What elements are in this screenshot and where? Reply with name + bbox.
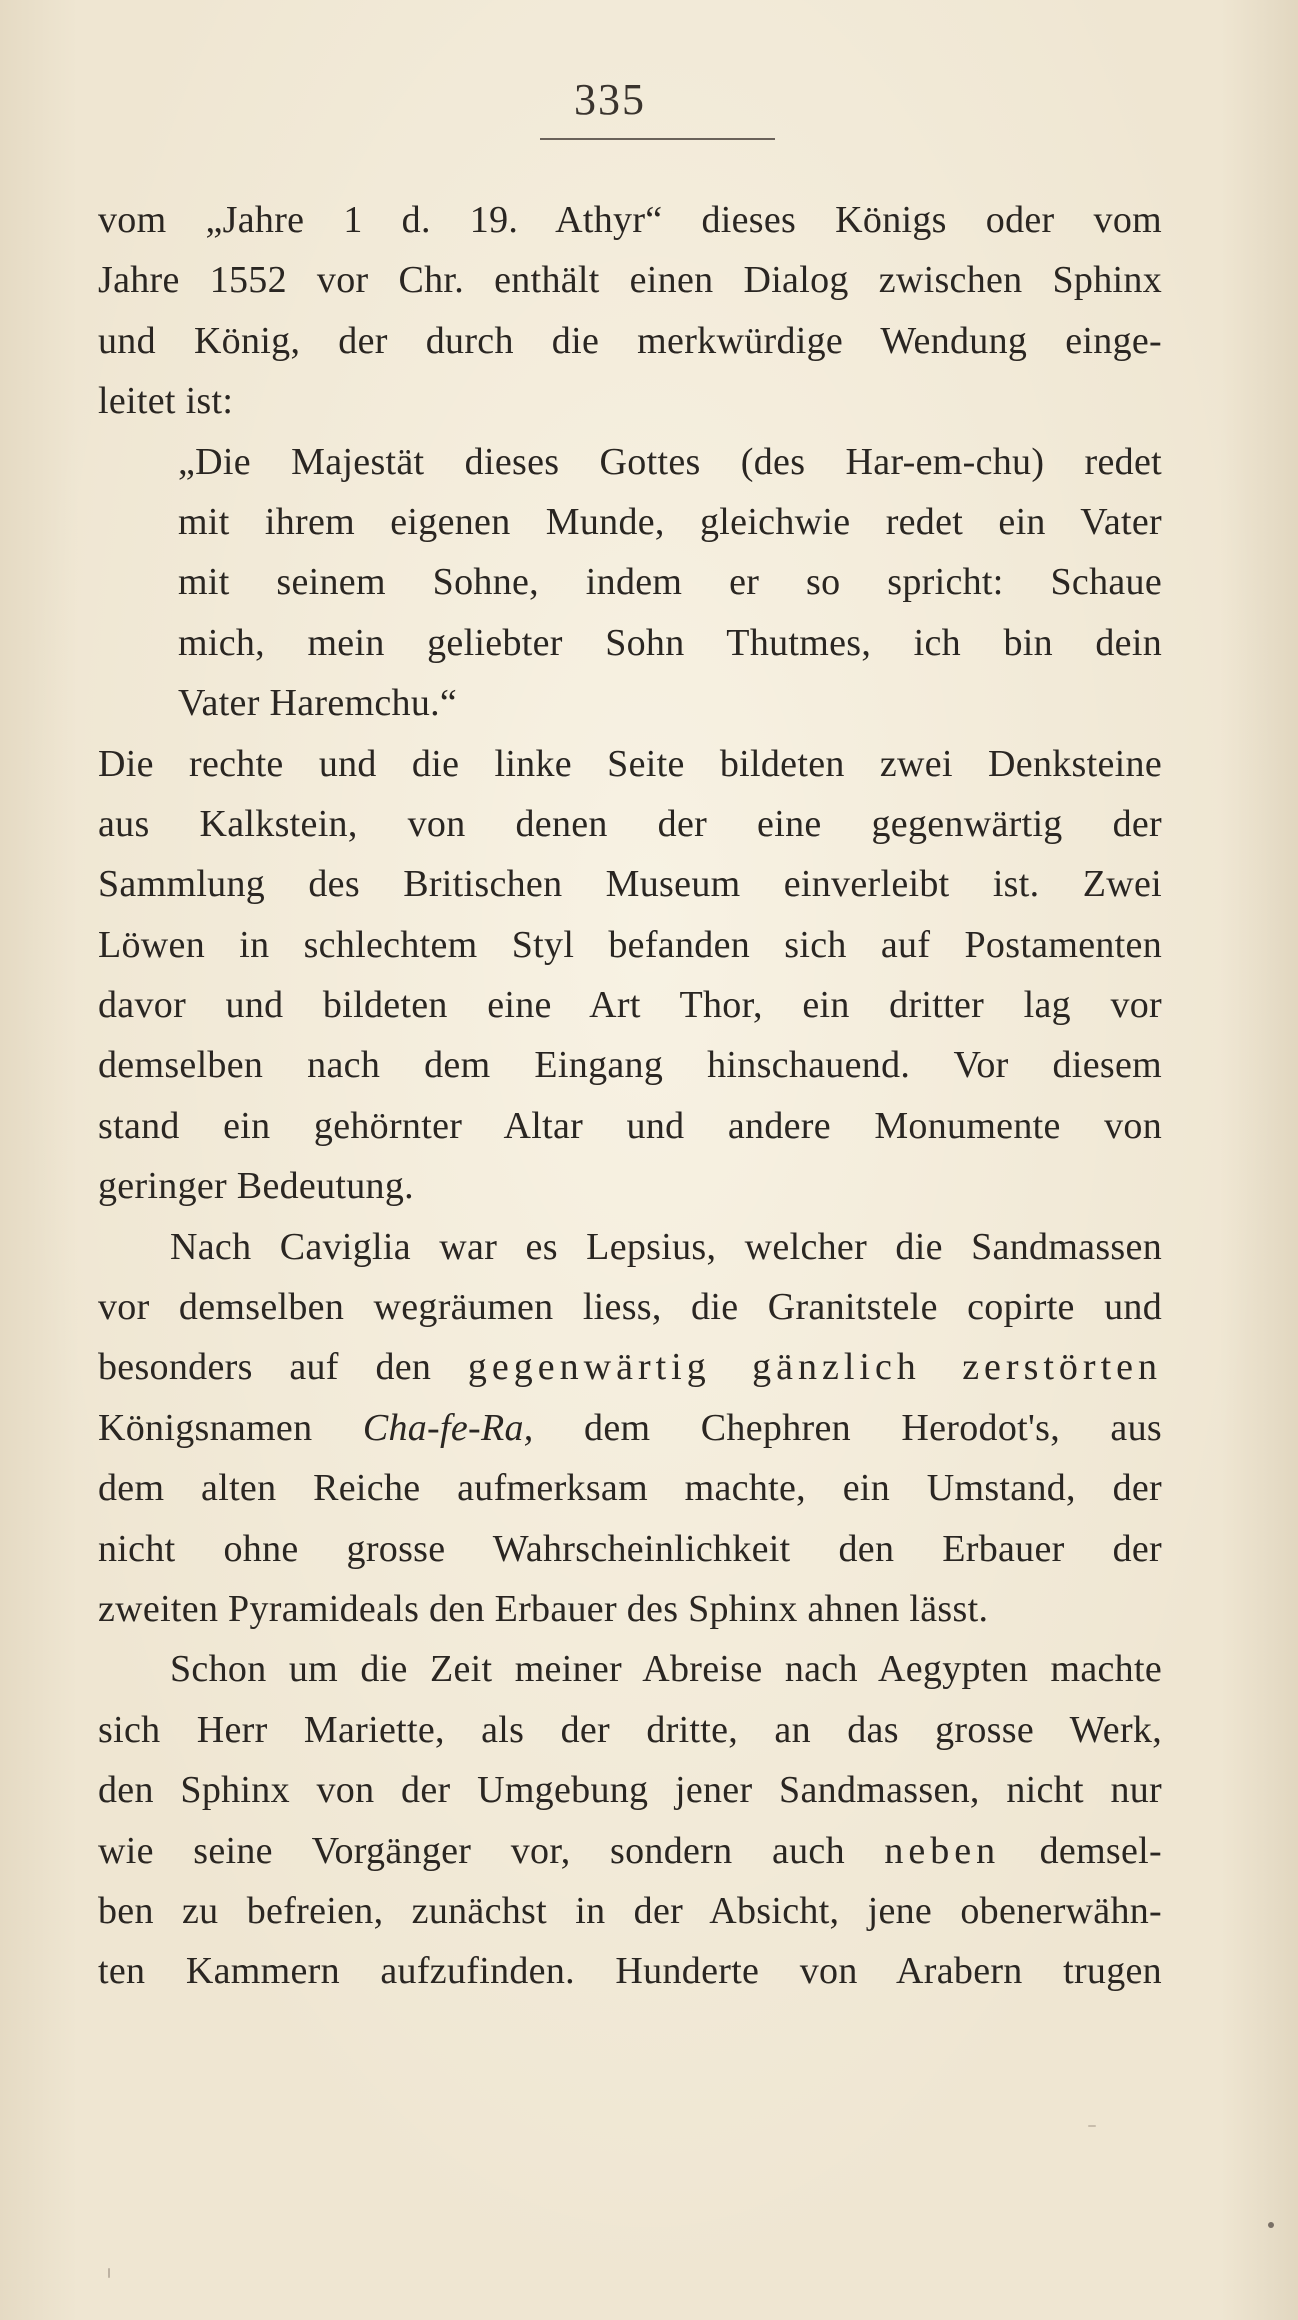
line-segment: demsel- bbox=[1000, 1829, 1162, 1872]
text-line: ten Kammern aufzufinden. Hunderte von Arabern trugen bbox=[98, 1950, 1162, 1993]
text-line: davor und bildeten eine Art Thor, ein dritter lag vor bbox=[98, 984, 1162, 1027]
text-line-emphasis bbox=[98, 1821, 1162, 1881]
quote-line: mit ihrem eigenen Munde, gleichwie redet ein Vater bbox=[178, 500, 1162, 543]
text-line: stand ein gehörnter Altar und andere Monumente von bbox=[98, 1104, 1162, 1147]
text-line: leitet ist: bbox=[98, 380, 234, 423]
header-rule bbox=[540, 138, 775, 140]
spaced-emphasis: gegenwärtig gänzlich zerstörten bbox=[467, 1346, 1162, 1389]
text-line: geringer Bedeutung. bbox=[98, 1165, 414, 1208]
text-line: ben zu befreien, zunächst in der Absicht, jene obenerwähn- bbox=[98, 1889, 1162, 1932]
body-text bbox=[98, 190, 1162, 2002]
text-line-emphasis bbox=[98, 1337, 1162, 1397]
text-line: sich Herr Mariette, als der dritte, an das grosse Werk, bbox=[98, 1708, 1162, 1751]
line-segment: dem Chephren Herodot's, aus bbox=[533, 1406, 1162, 1449]
quote-line: Vater Haremchu.“ bbox=[178, 682, 458, 725]
spaced-emphasis: neben bbox=[884, 1829, 1001, 1872]
paragraph-start-line: Schon um die Zeit meiner Abreise nach Aegypten machte bbox=[170, 1648, 1162, 1691]
text-line: dem alten Reiche aufmerksam machte, ein Umstand, der bbox=[98, 1467, 1162, 1510]
paper-speck bbox=[108, 2268, 110, 2278]
text-line: Jahre 1552 vor Chr. enthält einen Dialog zwischen Sphinx bbox=[98, 259, 1162, 302]
text-line: vor demselben wegräumen liess, die Granitstele copirte und bbox=[98, 1286, 1162, 1329]
paper-speck bbox=[1268, 2222, 1274, 2228]
italic-royal-name: Cha-fe-Ra, bbox=[362, 1406, 534, 1449]
text-line: demselben nach dem Eingang hinschauend. Vor diesem bbox=[98, 1044, 1162, 1087]
text-line-italic bbox=[98, 1398, 1162, 1458]
text-line: Löwen in schlechtem Styl befanden sich auf Postamenten bbox=[98, 923, 1162, 966]
text-line: vom „Jahre 1 d. 19. Athyr“ dieses Königs oder vom bbox=[98, 199, 1162, 241]
line-segment: besonders auf den bbox=[98, 1346, 468, 1389]
text-line: Sammlung des Britischen Museum einverleibt ist. Zwei bbox=[98, 863, 1162, 906]
line-segment: Königsnamen bbox=[98, 1406, 363, 1449]
text-line: den Sphinx von der Umgebung jener Sandmassen, nicht nur bbox=[98, 1769, 1162, 1812]
text-line: nicht ohne grosse Wahrscheinlichkeit den Erbauer der bbox=[98, 1527, 1162, 1570]
line-segment: wie seine Vorgänger vor, sondern auch bbox=[98, 1829, 885, 1872]
text-line: aus Kalkstein, von denen der eine gegenwärtig der bbox=[98, 802, 1162, 845]
quote-line: mit seinem Sohne, indem er so spricht: Schaue bbox=[178, 561, 1162, 604]
quote-line: mich, mein geliebter Sohn Thutmes, ich bin dein bbox=[178, 621, 1162, 664]
paper-speck bbox=[1088, 2125, 1096, 2127]
quote-line: „Die Majestät dieses Gottes (des Har-em-chu) redet bbox=[178, 440, 1162, 483]
text-line: Die rechte und die linke Seite bildeten zwei Denksteine bbox=[98, 742, 1162, 785]
paragraph-start-line: Nach Caviglia war es Lepsius, welcher die Sandmassen bbox=[170, 1225, 1162, 1268]
text-line: und König, der durch die merkwürdige Wendung einge- bbox=[98, 319, 1162, 362]
page-number: 335 bbox=[574, 75, 646, 124]
text-line: zweiten Pyramideals den Erbauer des Sphinx ahnen lässt. bbox=[98, 1587, 989, 1630]
